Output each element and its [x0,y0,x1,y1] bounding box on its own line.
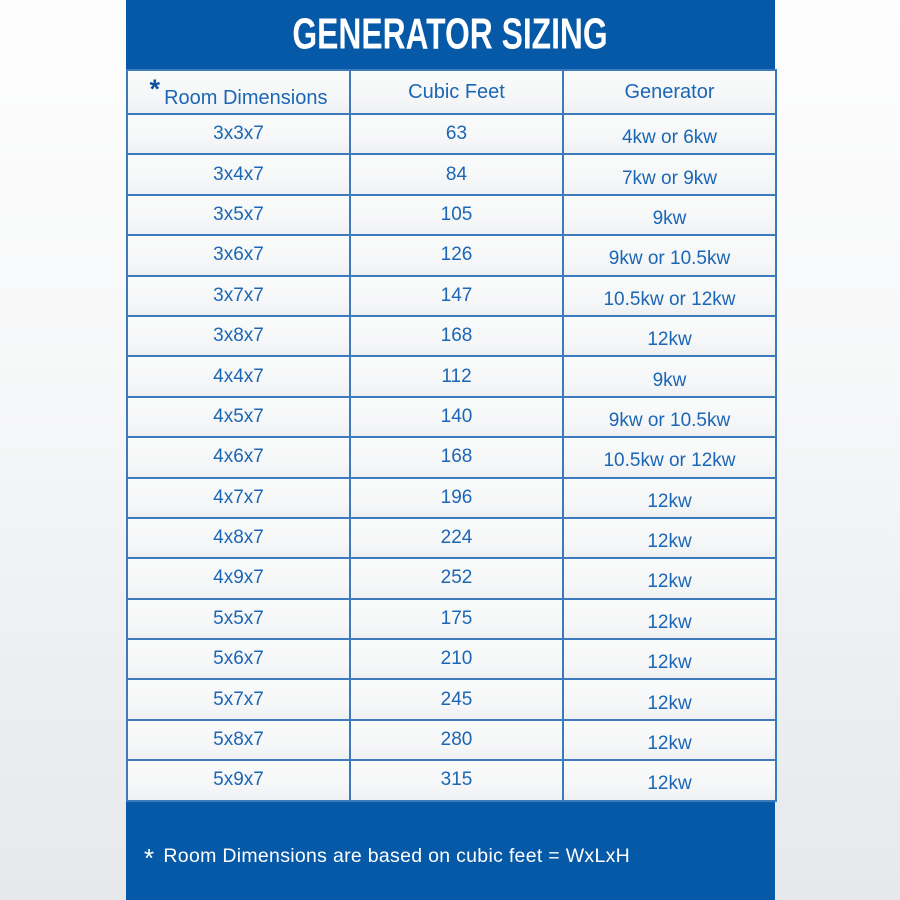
room-dimensions-cell: 4x8x7 [127,518,350,558]
cubic-feet-cell: 210 [350,639,563,679]
generator-value: 12kw [647,490,692,512]
generator-value: 9kw or 10.5kw [608,248,731,270]
table-row [127,679,776,719]
generator-cell [563,356,776,396]
room-dimensions-cell: 4x6x7 [127,437,350,477]
table-row [127,235,776,275]
table-row [127,397,776,437]
cubic-feet-cell: 196 [350,478,563,518]
column-header-generator: Generator [563,70,776,114]
generator-value: 12kw [647,571,692,593]
cubic-feet-cell: 112 [350,356,563,396]
room-dimensions-cell: 5x8x7 [127,720,350,760]
generator-cell [563,316,776,356]
cubic-feet-cell: 245 [350,679,563,719]
table-body [127,114,776,801]
cubic-feet-cell: 63 [350,114,563,154]
cubic-feet-cell: 168 [350,316,563,356]
table-row [127,195,776,235]
column-header-room-dimensions [127,70,350,114]
cubic-feet-cell: 84 [350,154,563,194]
generator-cell [563,518,776,558]
cubic-feet-cell: 252 [350,558,563,598]
cubic-feet-cell: 315 [350,760,563,800]
table-row [127,276,776,316]
table-row [127,114,776,154]
room-dimensions-cell: 4x5x7 [127,397,350,437]
generator-value: 12kw [647,531,692,553]
generator-value: 9kw [652,207,687,229]
room-dimensions-cell: 5x5x7 [127,599,350,639]
table-row [127,356,776,396]
generator-sizing-panel [126,0,775,900]
cubic-feet-cell: 224 [350,518,563,558]
cubic-feet-cell: 280 [350,720,563,760]
room-dimensions-cell: 3x5x7 [127,195,350,235]
table-row [127,316,776,356]
generator-value: 9kw or 10.5kw [608,409,731,431]
room-dimensions-cell: 4x7x7 [127,478,350,518]
room-dimensions-cell: 5x6x7 [127,639,350,679]
generator-value: 10.5kw or 12kw [603,288,736,310]
cubic-feet-cell: 126 [350,235,563,275]
table-row [127,599,776,639]
generator-cell [563,276,776,316]
generator-cell [563,639,776,679]
generator-cell [563,195,776,235]
generator-value: 12kw [647,733,692,755]
cubic-feet-cell: 140 [350,397,563,437]
generator-cell [563,235,776,275]
column-header-label: Room Dimensions [164,87,328,109]
column-header-cubic-feet: Cubic Feet [350,70,563,114]
room-dimensions-cell: 3x3x7 [127,114,350,154]
generator-cell [563,437,776,477]
table-row [127,478,776,518]
table-row [127,720,776,760]
cubic-feet-cell: 168 [350,437,563,477]
table-row [127,437,776,477]
generator-value: 12kw [647,773,692,795]
table-row [127,639,776,679]
generator-cell [563,720,776,760]
generator-sizing-table [126,69,777,802]
generator-cell [563,397,776,437]
generator-value: 9kw [652,369,687,391]
table-row [127,518,776,558]
room-dimensions-cell: 4x4x7 [127,356,350,396]
cubic-feet-cell: 175 [350,599,563,639]
table-row [127,558,776,598]
room-dimensions-cell: 3x6x7 [127,235,350,275]
table-row [127,154,776,194]
footnote: * Room Dimensions are based on cubic feet = WxLxH [144,842,631,873]
table-row [127,760,776,800]
generator-value: 12kw [647,611,692,633]
generator-cell [563,154,776,194]
generator-value: 12kw [647,652,692,674]
generator-value: 12kw [647,692,692,714]
generator-value: 12kw [647,329,692,351]
table-header-row [127,70,776,114]
room-dimensions-cell: 3x7x7 [127,276,350,316]
generator-value: 4kw or 6kw [621,127,718,149]
generator-cell [563,114,776,154]
generator-cell [563,679,776,719]
room-dimensions-cell: 3x4x7 [127,154,350,194]
cubic-feet-cell: 105 [350,195,563,235]
room-dimensions-cell: 5x9x7 [127,760,350,800]
title-band [126,0,775,69]
generator-cell [563,599,776,639]
asterisk-marker: * [149,74,161,104]
generator-value: 7kw or 9kw [621,167,718,189]
generator-value: 10.5kw or 12kw [603,450,736,472]
generator-cell [563,478,776,518]
room-dimensions-cell: 5x7x7 [127,679,350,719]
generator-cell [563,760,776,800]
room-dimensions-cell: 3x8x7 [127,316,350,356]
generator-cell [563,558,776,598]
cubic-feet-cell: 147 [350,276,563,316]
page-title: GENERATOR SIZING [292,9,609,59]
footnote-text: Room Dimensions are based on cubic feet = WxLxH [163,844,631,867]
room-dimensions-cell: 4x9x7 [127,558,350,598]
